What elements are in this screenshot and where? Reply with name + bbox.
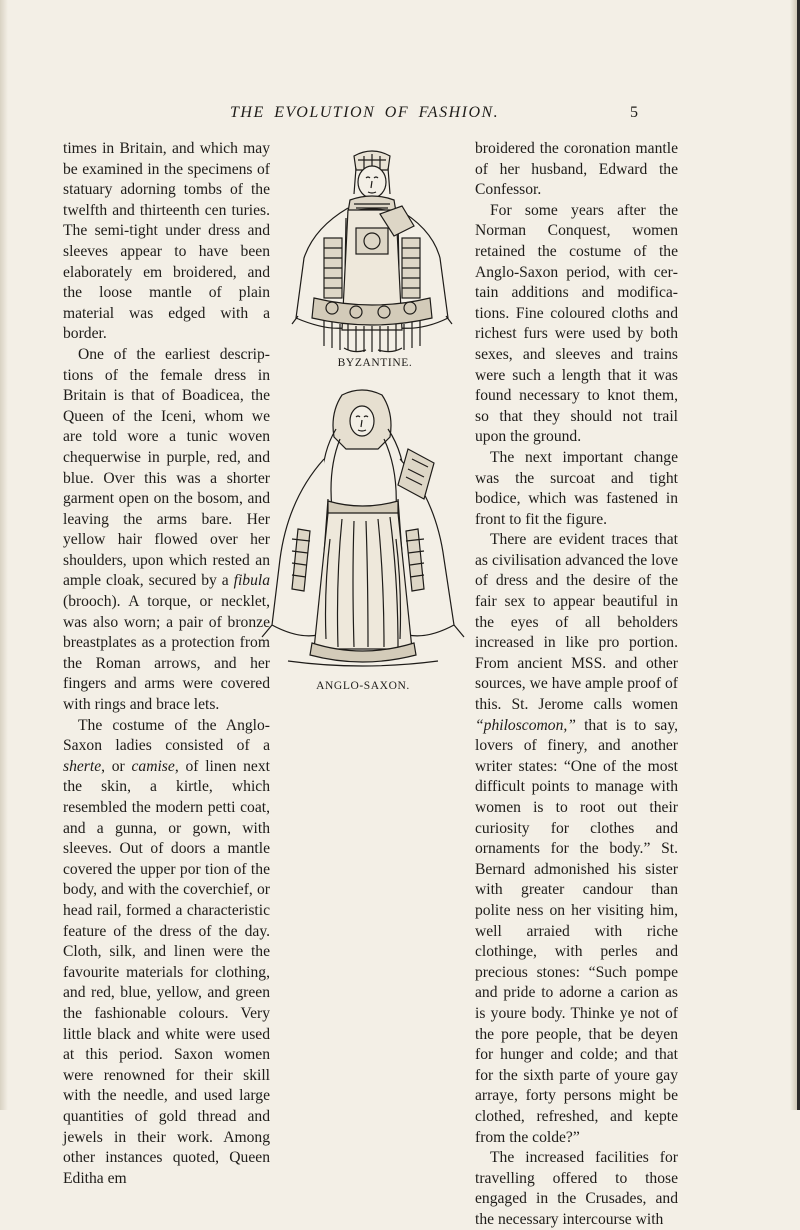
paragraph: broidered the coronation mantle of her husband, Edward the Confessor.: [475, 140, 678, 199]
page-edge-left: [0, 0, 8, 1110]
paragraph: The costume of the Anglo-Saxon ladies consisted of a sherte, or camise, of linen next the skin, a kirtle, which resembled the modern petti coat, and a gunna, or gown, with sleeves. Out of doors a mantle covered the upper por tion of the body, and with the coverchief, or head rail, formed a characteristic feature of the dress of the day. Cloth, silk, and linen were the favourite materials for clothing, and red, blue, yellow, and green the fashionable colours. Very little black and white were used at this period. Saxon women were renowned for their skill with the needle, and used large quantities of gold thread and jewels in their work. Among other instances quoted, Queen Editha em: [63, 716, 270, 1187]
page-edge-right: [790, 0, 800, 1110]
page-number: 5: [630, 104, 638, 121]
left-text-column: [63, 139, 270, 1189]
paragraph: For some years after the Norman Conquest, women retained the costume of the Anglo-Saxon period, with cer tain additions and modifica tions. Fine coloured cloths and richest furs were used by both sexes, and sleeves and trains were such a length that it was found necessary to knot them, so that they should not trail upon the ground.: [475, 201, 678, 446]
italic-term: sherte: [63, 757, 102, 775]
italic-term: “philoscomon,”: [475, 716, 576, 734]
italic-term: fibula: [233, 572, 271, 590]
byzantine-caption: BYZANTINE.: [337, 357, 413, 369]
anglo-saxon-figure-illustration: [258, 389, 468, 671]
paragraph: There are evident traces that as civilisation advanced the love of dress and the desire of the fair sex to appear beautiful in the eyes of all beholders increased in like pro portion. From ancient MSS. and other sources, we have ample proof of this. St. Jerome calls women “philoscomon,” that is to say, lovers of finery, and another writer states: “One of the most difficult points to manage with women is to root out their curiosity for clothes and ornaments for the body.” St. Bernard admonished his sister with greater candour than polite ness on her visiting him, well arraied with riche clothinge, with perles and precious stones: “Such pompe and pride to adorne a carion as is youre body. Thinke ye not of the pore people, that be deyen for hunger and colde; and that for the sixth parte of youre gay arraye, forty persons might be clothed, refreshed, and kepte from the colde?”: [475, 531, 679, 1146]
paragraph: times in Britain, and which may be examined in the specimens of statuary adorning tombs of the twelfth and thirteenth cen turies. The semi-tight under dress and sleeves appear to have been elaborately em broidered, and the loose mantle of plain material was edged with a border.: [63, 140, 270, 343]
paragraph: The increased facilities for travelling offered to those engaged in the Crusades, and the necessary intercourse with: [475, 1149, 678, 1228]
right-text-column: [475, 139, 678, 1230]
italic-term: camise: [131, 757, 175, 775]
running-head: THE EVOLUTION OF FASHION.: [230, 104, 500, 121]
anglo-saxon-caption: ANGLO-SAXON.: [316, 680, 410, 692]
paragraph: The next important change was the surcoat and tight bodice, which was fastened in front to fit the figure.: [475, 448, 678, 528]
byzantine-figure-illustration: [284, 148, 460, 354]
paragraph: One of the earliest descrip tions of the female dress in Britain is that of Boadicea, the Queen of the Iceni, whom we are told wore a tunic woven chequerwise in purple, red, and blue. Over this was a shorter garment open on the bosom, and leaving the arms bare. Her yellow hair flowed over her shoulders, upon which rested an ample cloak, secured by a fibula (brooch). A torque, or necklet, was also worn; a pair of bronze breastplates as a protection from the Roman arrows, and her fingers and arms were covered with rings and brace lets.: [63, 345, 271, 714]
